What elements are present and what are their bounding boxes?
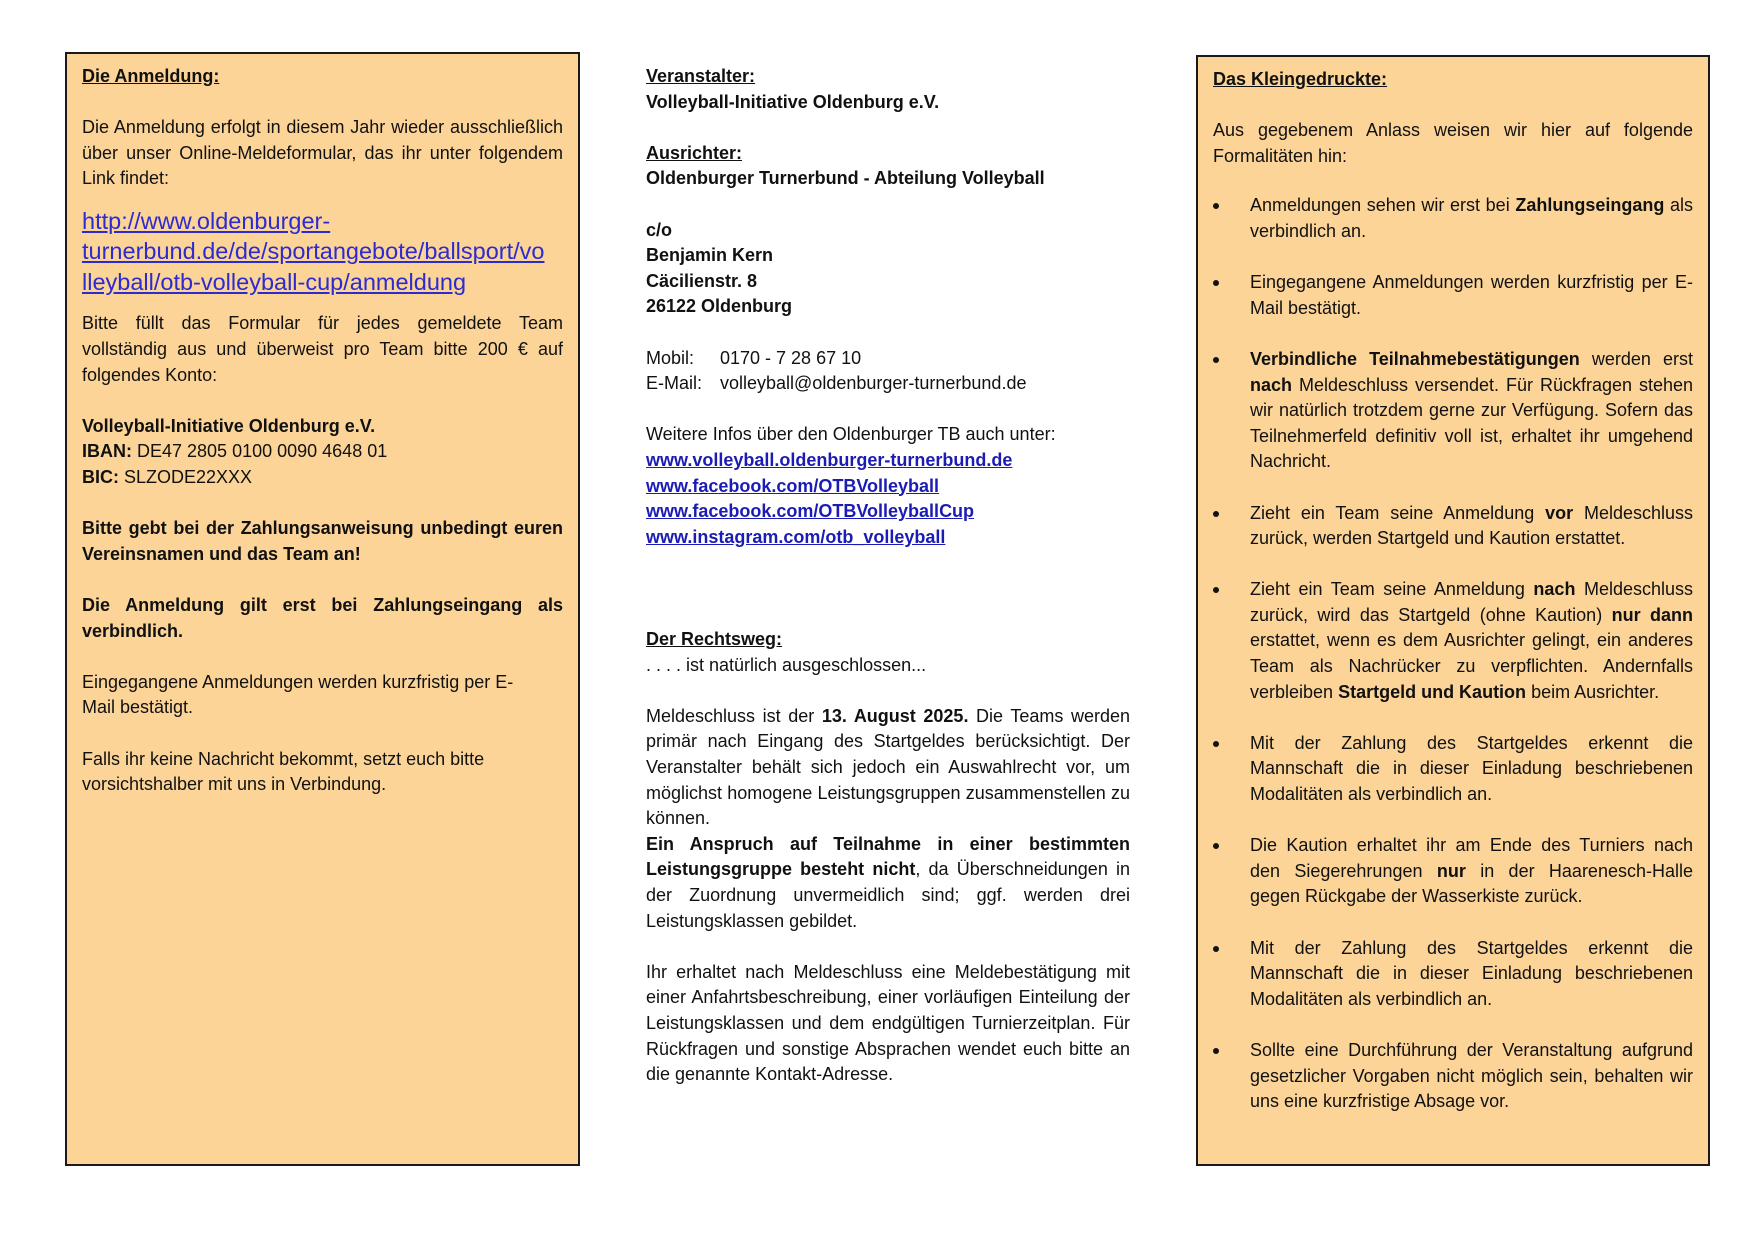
facebook-link[interactable]: www.facebook.com/OTBVolleyball bbox=[646, 475, 940, 496]
terms-text: Meldeschluss versendet. Für Rückfragen stehen wir natürlich trotzdem gerne zur Verfügung. Sofern das Teilnehmerfeld definitiv voll ist, erhaltet ihr umgehend Nachricht. bbox=[1250, 374, 1693, 472]
instagram-link[interactable]: www.instagram.com/otb_volleyball bbox=[646, 526, 946, 547]
legal-text: . . . . ist natürlich ausgeschlossen... bbox=[646, 654, 927, 675]
bic-value: SLZODE22XXX bbox=[119, 467, 253, 488]
bullet-icon bbox=[1213, 587, 1219, 593]
email-label: E-Mail: bbox=[646, 373, 703, 394]
terms-text: beim Ausrichter. bbox=[1526, 681, 1660, 702]
iban-line bbox=[82, 439, 563, 465]
bullet-icon bbox=[1213, 946, 1219, 952]
bullet-icon bbox=[1213, 741, 1219, 747]
terms-emphasis: Startgeld und Kaution bbox=[1338, 681, 1527, 702]
bank-account bbox=[82, 414, 563, 491]
registration-intro: Die Anmeldung erfolgt in diesem Jahr wieder ausschließlich über unser Online-Meldeformular, das ihr unter folgendem Link findet: bbox=[82, 117, 563, 189]
claim-rest: , da Überschneidungen in der Zuordnung unvermeidlich sind; ggf. werden drei Leistungsklassen gebildet. bbox=[646, 859, 1131, 931]
mobile-row bbox=[646, 346, 1130, 372]
terms-text: Die Kaution erhaltet ihr am Ende des Turniers nach den Siegerehrungen bbox=[1250, 835, 1693, 881]
bullet-icon bbox=[1213, 511, 1219, 517]
payment-note: Bitte gebt bei der Zahlungsanweisung unbedingt euren Vereinsnamen und das Team an! bbox=[82, 518, 563, 564]
bullet-icon bbox=[1213, 843, 1219, 849]
deadline-rest: Die Teams werden primär nach Eingang des Startgeldes berücksichtigt. Der Veranstalter behält sich jedoch ein Auswahlrecht vor, um möglichst homogene Leistungsgruppen zusammenstellen zu können. bbox=[646, 705, 1130, 829]
fallback-line: Falls ihr keine Nachricht bekommt, setzt euch bitte bbox=[82, 748, 485, 769]
claim-bold: Ein Anspruch auf Teilnahme in einer bestimmten Leistungsgruppe besteht nicht bbox=[646, 833, 1130, 880]
terms-emphasis: Verbindliche Teilnahmebestätigungen bbox=[1250, 348, 1580, 369]
terms-item bbox=[1213, 731, 1693, 808]
bic-line bbox=[82, 465, 563, 491]
web-links bbox=[646, 448, 1130, 550]
terms-emphasis: nach bbox=[1533, 579, 1576, 600]
bullet-icon bbox=[1213, 280, 1219, 286]
address-line: 26122 Oldenburg bbox=[646, 296, 793, 317]
terms-text: Sollte eine Durchführung der Veranstaltung aufgrund gesetzlicher Vorgaben nicht möglich sein, behalten wir uns eine kurzfristige Absage vor. bbox=[1250, 1039, 1693, 1112]
after-deadline-paragraph: Ihr erhaltet nach Meldeschluss eine Meldebestätigung mit einer Anfahrtsbeschreibung, einer vorläufigen Einteilung der Leistungsklassen und dem endgültigen Turnierzeitplan. Für Rückfragen und sonstige Absprachen wendet euch bitte an die genannte Kontakt-Adresse. bbox=[646, 961, 1130, 1085]
registration-title: Die Anmeldung: bbox=[82, 66, 220, 86]
form-instructions: Bitte füllt das Formular für jedes gemeldete Team vollständig aus und überweist pro Team bitte 200 € auf folgendes Konto: bbox=[82, 313, 563, 385]
registration-link-line[interactable]: lleyball/otb-volleyball-cup/anmeldung bbox=[82, 268, 467, 295]
claim-paragraph bbox=[646, 832, 1130, 934]
more-info-text: Weitere Infos über den Oldenburger TB auch unter: bbox=[646, 424, 1056, 445]
organizer-name: Volleyball-Initiative Oldenburg e.V. bbox=[646, 91, 940, 112]
fine-print-title: Das Kleingedruckte: bbox=[1213, 69, 1388, 89]
registration-link[interactable] bbox=[82, 206, 563, 298]
terms-item bbox=[1213, 347, 1693, 475]
terms-text: Zieht ein Team seine Anmeldung bbox=[1250, 502, 1546, 523]
terms-emphasis: nach bbox=[1250, 374, 1293, 395]
terms-text: Zieht ein Team seine Anmeldung bbox=[1250, 579, 1534, 600]
binding-note: Die Anmeldung gilt erst bei Zahlungseingang als verbindlich. bbox=[82, 595, 563, 641]
terms-item bbox=[1213, 936, 1693, 1013]
email-row bbox=[646, 371, 1130, 397]
terms-emphasis: nur bbox=[1436, 860, 1466, 881]
legal-label: Der Rechtsweg: bbox=[646, 629, 783, 650]
account-holder: Volleyball-Initiative Oldenburg e.V. bbox=[82, 415, 376, 436]
terms-item bbox=[1213, 270, 1693, 321]
email-value[interactable]: volleyball@oldenburger-turnerbund.de bbox=[720, 373, 1027, 394]
terms-item bbox=[1213, 1038, 1693, 1115]
terms-text: Meldeschluss zurück, wird das Startgeld (ohne Kaution) bbox=[1250, 579, 1693, 625]
terms-item bbox=[1213, 501, 1693, 552]
terms-text: werden erst bbox=[1579, 348, 1694, 369]
address-line: Benjamin Kern bbox=[646, 245, 774, 266]
registration-link-line[interactable]: turnerbund.de/de/sportangebote/ballsport/vo bbox=[82, 238, 545, 265]
iban-label: IBAN: bbox=[82, 441, 132, 462]
fine-print-box bbox=[1196, 55, 1710, 1166]
terms-emphasis: vor bbox=[1545, 502, 1574, 523]
terms-item bbox=[1213, 833, 1693, 910]
registration-link-line[interactable]: http://www.oldenburger- bbox=[82, 207, 331, 234]
terms-text: Mit der Zahlung des Startgeldes erkennt die Mannschaft die in dieser Einladung beschriebenen Modalitäten als verbindlich an. bbox=[1250, 732, 1693, 805]
bullet-icon bbox=[1213, 203, 1219, 209]
terms-text: Meldeschluss zurück, werden Startgeld und Kaution erstattet. bbox=[1250, 502, 1694, 549]
deadline-date: 13. August 2025. bbox=[821, 705, 969, 726]
address-line: c/o bbox=[646, 219, 673, 240]
website-link[interactable]: www.volleyball.oldenburger-turnerbund.de bbox=[646, 449, 1013, 470]
terms-text: in der Haarenesch-Halle gegen Rückgabe der Wasserkiste zurück. bbox=[1250, 860, 1693, 907]
host-name: Oldenburger Turnerbund - Abteilung Volleyball bbox=[646, 168, 1045, 189]
iban-value: DE47 2805 0100 0090 4648 01 bbox=[132, 441, 388, 462]
terms-text: als verbindlich an. bbox=[1250, 195, 1694, 241]
bullet-icon bbox=[1213, 1048, 1219, 1054]
confirmation-line: Eingegangene Anmeldungen werden kurzfristig per E- bbox=[82, 671, 514, 692]
registration-box bbox=[65, 52, 580, 1166]
contact-column bbox=[646, 64, 1130, 1088]
contact-details bbox=[646, 346, 1130, 397]
fallback-note bbox=[82, 747, 563, 798]
organizer-label: Veranstalter: bbox=[646, 66, 756, 86]
fine-print-intro: Aus gegebenem Anlass weisen wir hier auf folgende Formalitäten hin: bbox=[1213, 120, 1693, 166]
mobile-value: 0170 - 7 28 67 10 bbox=[720, 347, 862, 368]
terms-emphasis: Zahlungseingang bbox=[1515, 195, 1665, 216]
terms-list bbox=[1213, 193, 1693, 1114]
mobile-label: Mobil: bbox=[646, 347, 695, 368]
address-line: Cäcilienstr. 8 bbox=[646, 270, 758, 291]
terms-emphasis: nur dann bbox=[1611, 604, 1694, 625]
terms-text: Anmeldungen sehen wir erst bei bbox=[1250, 195, 1516, 216]
bullet-icon bbox=[1213, 357, 1219, 363]
fallback-line: vorsichtshalber mit uns in Verbindung. bbox=[82, 774, 387, 795]
facebook-cup-link[interactable]: www.facebook.com/OTBVolleyballCup bbox=[646, 501, 975, 522]
host-label: Ausrichter: bbox=[646, 142, 743, 163]
terms-text: erstattet, wenn es dem Ausrichter gelingt, ein anderes Team als Nachrücker zu verpflichten. Andernfalls verbleiben bbox=[1250, 630, 1693, 702]
deadline-prefix: Meldeschluss ist der bbox=[646, 705, 822, 726]
terms-text: Mit der Zahlung des Startgeldes erkennt die Mannschaft die in dieser Einladung beschriebenen Modalitäten als verbindlich an. bbox=[1250, 937, 1693, 1009]
bic-label: BIC: bbox=[82, 467, 119, 488]
confirmation-note bbox=[82, 670, 563, 721]
confirmation-line: Mail bestätigt. bbox=[82, 697, 194, 718]
deadline-paragraph bbox=[646, 704, 1130, 832]
terms-item bbox=[1213, 577, 1693, 705]
terms-text: Eingegangene Anmeldungen werden kurzfristig per E-Mail bestätigt. bbox=[1250, 272, 1693, 318]
terms-item bbox=[1213, 193, 1693, 244]
postal-address bbox=[646, 218, 1130, 320]
